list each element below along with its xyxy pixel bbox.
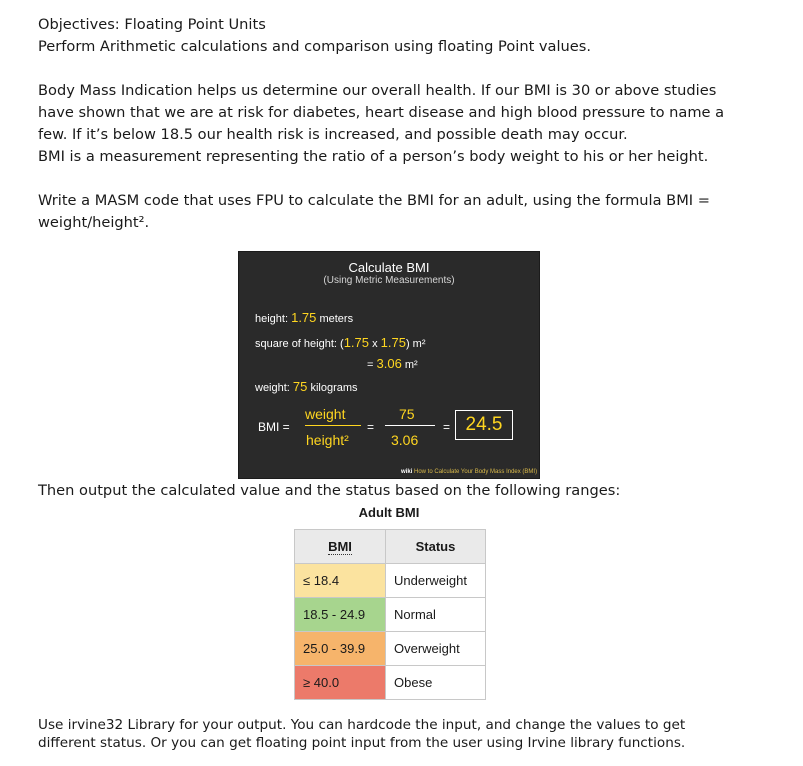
example-title: Calculate BMI — [348, 260, 430, 275]
square-line — [255, 335, 426, 350]
square-result-line — [367, 356, 418, 371]
table-row — [295, 666, 486, 700]
bmi-example-image — [238, 251, 540, 479]
height-line — [255, 310, 353, 325]
example-subtitle: (Using Metric Measurements) — [323, 275, 455, 286]
footer-line-1: Use irvine32 Library for your output. You can hardcode the input, and change the values to get — [38, 717, 686, 733]
square-unit: m² — [412, 338, 426, 350]
intro-line-4: BMI is a measurement representing the ratio of a person’s body weight to his or her height. — [38, 148, 709, 165]
fraction-bar-1 — [305, 425, 361, 426]
equals-sign-3: = — [443, 420, 451, 434]
height-label: height: — [255, 313, 289, 325]
range-cell: ≥ 40.0 — [295, 666, 386, 700]
header-bmi — [295, 530, 386, 564]
weight-unit: kilograms — [310, 382, 358, 394]
bmi-label: BMI = — [258, 420, 290, 434]
task-line-2: weight/height². — [38, 214, 150, 231]
fraction-height-squared: height² — [306, 432, 349, 448]
square-b: 1.75 — [380, 335, 406, 350]
square-x: x — [372, 338, 378, 350]
watermark-brand: wiki — [401, 469, 413, 475]
equals-sign-2: = — [367, 420, 375, 434]
footer-line-2: different status. Or you can get floating point input from the user using Irvine library functions. — [38, 735, 686, 751]
intro-line-3: few. If it’s below 18.5 our health risk is increased, and possible death may occur. — [38, 126, 628, 143]
status-cell: Normal — [386, 598, 486, 632]
square-open: ( — [340, 338, 344, 350]
weight-line — [255, 379, 358, 394]
table-row — [295, 564, 486, 598]
height-value: 1.75 — [291, 310, 317, 325]
weight-label: weight: — [255, 382, 290, 394]
fraction-weight: weight — [305, 406, 346, 422]
adult-bmi-table — [294, 529, 486, 700]
intro-line-1: Body Mass Indication helps us determine our overall health. If our BMI is 30 or above studies — [38, 82, 717, 99]
range-cell: ≤ 18.4 — [295, 564, 386, 598]
objective-subtitle: Perform Arithmetic calculations and comparison using floating Point values. — [38, 38, 592, 55]
table-row — [295, 598, 486, 632]
status-cell: Obese — [386, 666, 486, 700]
square-close: ) — [405, 338, 410, 350]
table-header-row — [295, 530, 486, 564]
fraction-3-06: 3.06 — [391, 432, 419, 448]
square-result-unit: m² — [404, 359, 418, 371]
status-cell: Overweight — [386, 632, 486, 666]
fraction-75: 75 — [399, 406, 415, 422]
status-cell: Underweight — [386, 564, 486, 598]
height-unit: meters — [319, 313, 354, 325]
objective-title: Objectives: Floating Point Units — [38, 16, 266, 33]
square-result: 3.06 — [376, 356, 402, 371]
fraction-bar-2 — [385, 425, 435, 426]
square-a: 1.75 — [343, 335, 369, 350]
range-cell: 18.5 - 24.9 — [295, 598, 386, 632]
table-caption: Adult BMI — [358, 505, 420, 520]
weight-value: 75 — [292, 379, 308, 394]
header-status: Status — [386, 530, 486, 564]
table-row — [295, 632, 486, 666]
intro-line-2: have shown that we are at risk for diabetes, heart disease and high blood pressure to name a — [38, 104, 725, 121]
watermark-text: How to Calculate Your Body Mass Index (BMI) — [414, 469, 538, 475]
range-cell: 25.0 - 39.9 — [295, 632, 386, 666]
header-bmi-label: BMI — [328, 539, 352, 554]
wikihow-watermark — [401, 469, 537, 475]
square-label: square of height: — [255, 338, 337, 350]
bmi-result-box: 24.5 — [455, 410, 513, 440]
then-output-instruction: Then output the calculated value and the status based on the following ranges: — [38, 482, 621, 499]
square-eq: = — [367, 359, 374, 371]
task-line-1: Write a MASM code that uses FPU to calculate the BMI for an adult, using the formula BMI = — [38, 192, 710, 209]
